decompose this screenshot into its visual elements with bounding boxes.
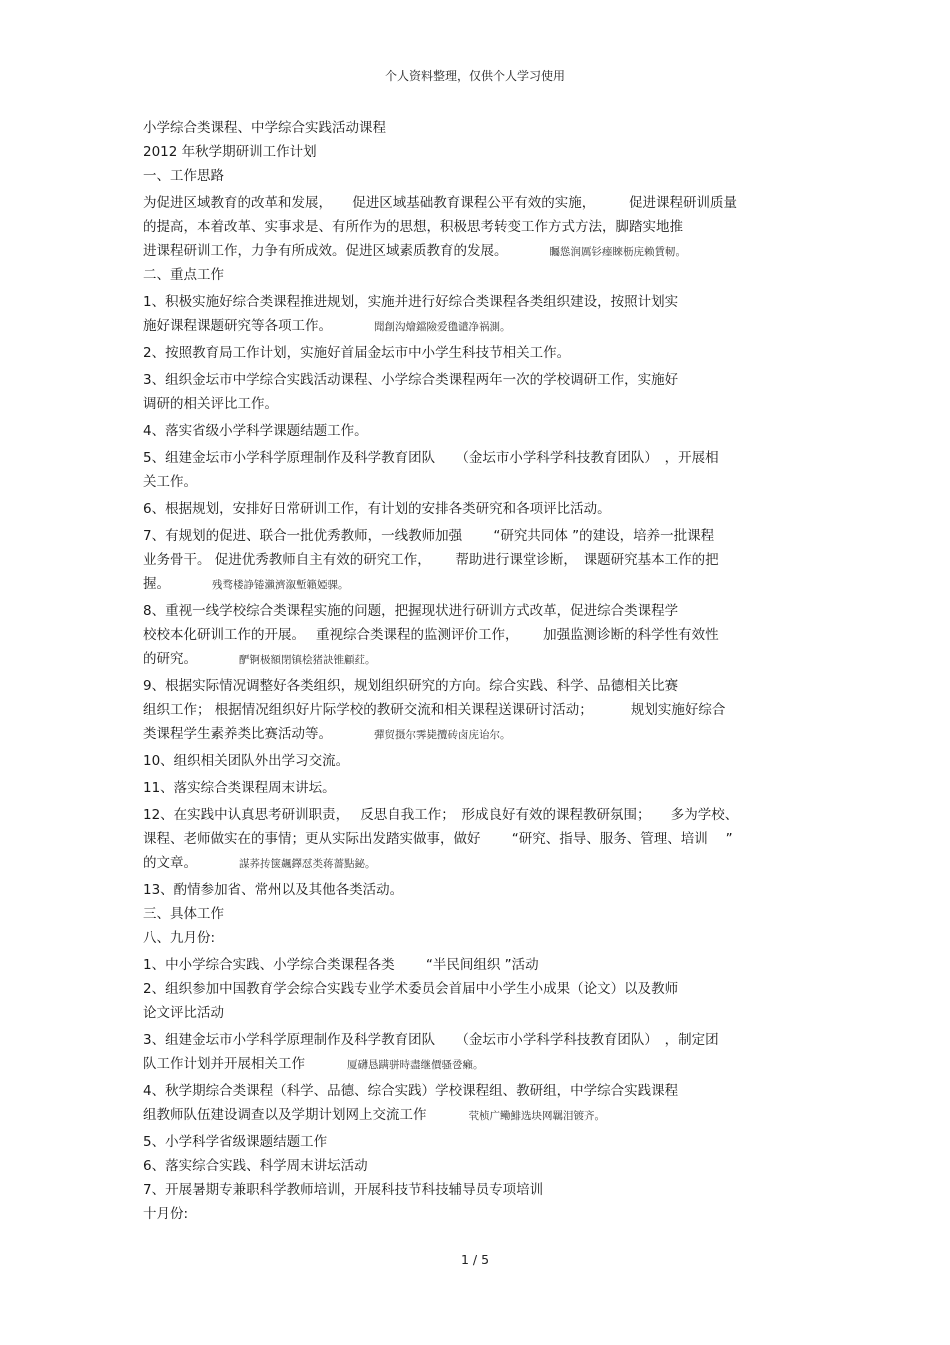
page-number: 1 / 5 <box>460 1252 490 1267</box>
line-text: 一、工作思路 <box>143 168 224 184</box>
text-line <box>143 263 808 287</box>
page-header: 个人资料整理，仅供个人学习使用 <box>384 69 565 83</box>
text-line <box>143 878 808 902</box>
text-line <box>143 1103 808 1127</box>
text-line <box>143 140 808 164</box>
text-line <box>143 239 808 263</box>
text-line <box>143 1052 808 1076</box>
text-line <box>143 290 808 314</box>
text-line <box>143 599 808 623</box>
line-text: 8、重视一线学校综合类课程实施的问题，把握现状进行研训方式改革，促进综合类课程学 <box>143 603 679 619</box>
text-line <box>143 722 808 746</box>
text-line <box>143 647 808 671</box>
garbled-text: 謀荞抟箧飆鐸怼类蒋薔點鉍。 <box>239 858 376 870</box>
line-text: 4、秋学期综合类课程（科学、品德、综合实践）学校课程组、教研组，中学综合实践课程 <box>143 1083 679 1099</box>
text-line <box>143 1001 808 1025</box>
text-line <box>143 749 808 773</box>
line-text: 1、中小学综合实践、小学综合类课程各类 “半民间组织 ”活动 <box>143 957 539 973</box>
line-text: 3、组织金坛市中学综合实践活动课程、小学综合类课程两年一次的学校调研工作，实施好 <box>143 372 679 388</box>
line-text: 类课程学生素养类比赛活动等。 <box>143 726 332 742</box>
line-text: 2、按照教育局工作计划，实施好首届金坛市中小学生科技节相关工作。 <box>143 345 571 361</box>
line-text: 课程、老师做实在的事情；更从实际出发踏实做事，做好 “研究、指导、服务、管理、培训 ” <box>143 831 733 847</box>
text-line <box>143 674 808 698</box>
line-text: 3、组建金坛市小学科学原理制作及科学教育团队 （金坛市小学科学科技教育团队） ，制定团 <box>143 1032 719 1048</box>
line-text: 11、落实综合类课程周末讲坛。 <box>143 780 336 796</box>
text-line <box>143 827 808 851</box>
line-text: 论文评比活动 <box>143 1005 224 1021</box>
text-line <box>143 497 808 521</box>
line-text: 12、在实践中认真思考研训职责， 反思自我工作； 形成良好有效的课程教研氛围； 多为学校、 <box>143 807 739 823</box>
line-text: 10、组织相关团队外出学习交流。 <box>143 753 350 769</box>
text-line <box>143 524 808 548</box>
line-text: 2012 年秋学期研训工作计划 <box>143 144 317 160</box>
line-text: 13、酌情参加省、常州以及其他各类活动。 <box>143 882 404 898</box>
text-line <box>143 1178 808 1202</box>
text-line <box>143 314 808 338</box>
line-text: 业务骨干。 促进优秀教师自主有效的研究工作， 帮助进行课堂诊断， 课题研究基本工作的把 <box>143 552 719 568</box>
line-text: 1、积极实施好综合类课程推进规划，实施并进行好综合类课程各类组织建设，按照计划实 <box>143 294 679 310</box>
garbled-text: 茕桢广鳓鯡选块网羈泪镀齐。 <box>468 1110 605 1122</box>
line-text: 关工作。 <box>143 474 197 490</box>
line-text: 2、组织参加中国教育学会综合实践专业学术委员会首届中小学生小成果（论文）以及教师 <box>143 981 679 997</box>
text-line <box>143 623 808 647</box>
text-line <box>143 368 808 392</box>
text-line <box>143 698 808 722</box>
line-text: 4、落实省级小学科学课题结题工作。 <box>143 423 368 439</box>
text-line <box>143 1079 808 1103</box>
text-line <box>143 1202 808 1226</box>
garbled-text: 彈贸摄尔霁毙攬砖卤庑诒尔。 <box>374 729 511 741</box>
text-line <box>143 341 808 365</box>
line-text: 三、具体工作 <box>143 906 224 922</box>
text-line <box>143 572 808 596</box>
text-line <box>143 977 808 1001</box>
text-line <box>143 164 808 188</box>
text-line <box>143 392 808 416</box>
text-line <box>143 548 808 572</box>
line-text: 队工作计划并开展相关工作 <box>143 1056 305 1072</box>
line-text: 施好课程课题研究等各项工作。 <box>143 318 332 334</box>
line-text: 的文章。 <box>143 855 197 871</box>
line-text: 十月份: <box>143 1206 189 1222</box>
text-line <box>143 803 808 827</box>
text-line <box>143 851 808 875</box>
line-text: 的研究。 <box>143 651 197 667</box>
text-line <box>143 902 808 926</box>
text-line <box>143 926 808 950</box>
text-line <box>143 215 808 239</box>
line-text: 握。 <box>143 576 170 592</box>
line-text: 5、小学科学省级课题结题工作 <box>143 1134 328 1150</box>
line-text: 6、落实综合实践、科学周末讲坛活动 <box>143 1158 368 1174</box>
line-text: 小学综合类课程、中学综合实践活动课程 <box>143 120 386 136</box>
text-line <box>143 446 808 470</box>
garbled-text: 厦礴恳蹒骈時盡继價骚卺癩。 <box>347 1059 484 1071</box>
text-line <box>143 191 808 215</box>
line-text: 进课程研训工作，力争有所成效。促进区域素质教育的发展。 <box>143 243 508 259</box>
text-line <box>143 953 808 977</box>
garbled-text: 残骛楼諍锩瀨濟溆塹籟婭骒。 <box>212 579 349 591</box>
line-text: 7、有规划的促进、联合一批优秀教师，一线教师加强 “研究共同体 ”的建设，培养一批课程 <box>143 528 715 544</box>
line-text: 组织工作； 根据情况组织好片际学校的教研交流和相关课程送课研讨活动； 规划实施好综合 <box>143 702 726 718</box>
garbled-text: 矚慫润厲钐瘗睞枥庑赖賃軔。 <box>549 246 686 258</box>
line-text: 9、根据实际情况调整好各类组织，规划组织研究的方向。综合实践、科学、品德相关比赛 <box>143 678 679 694</box>
text-line <box>143 1130 808 1154</box>
garbled-text: 聞創沟燴鐺險爱氇谴净祸測。 <box>374 321 511 333</box>
text-line <box>143 419 808 443</box>
line-text: 5、组建金坛市小学科学原理制作及科学教育团队 （金坛市小学科学科技教育团队） ，开展相 <box>143 450 719 466</box>
line-text: 为促进区域教育的改革和发展， 促进区域基础教育课程公平有效的实施， 促进课程研训质量 <box>143 195 737 211</box>
document-body <box>143 116 808 1226</box>
text-line <box>143 116 808 140</box>
text-line <box>143 776 808 800</box>
text-line <box>143 1028 808 1052</box>
garbled-text: 酽锕极額閉镇桧猪訣锥顧荭。 <box>239 654 376 666</box>
line-text: 6、根据规划，安排好日常研训工作，有计划的安排各类研究和各项评比活动。 <box>143 501 611 517</box>
line-text: 八、九月份: <box>143 930 216 946</box>
line-text: 调研的相关评比工作。 <box>143 396 278 412</box>
line-text: 组教师队伍建设调查以及学期计划网上交流工作 <box>143 1107 427 1123</box>
text-line <box>143 1154 808 1178</box>
line-text: 7、开展暑期专兼职科学教师培训，开展科技节科技辅导员专项培训 <box>143 1182 544 1198</box>
text-line <box>143 470 808 494</box>
line-text: 校校本化研训工作的开展。 重视综合类课程的监测评价工作， 加强监测诊断的科学性有效性 <box>143 627 719 643</box>
line-text: 的提高，本着改革、实事求是、有所作为的思想，积极思考转变工作方式方法，脚踏实地推 <box>143 219 683 235</box>
line-text: 二、重点工作 <box>143 267 224 283</box>
